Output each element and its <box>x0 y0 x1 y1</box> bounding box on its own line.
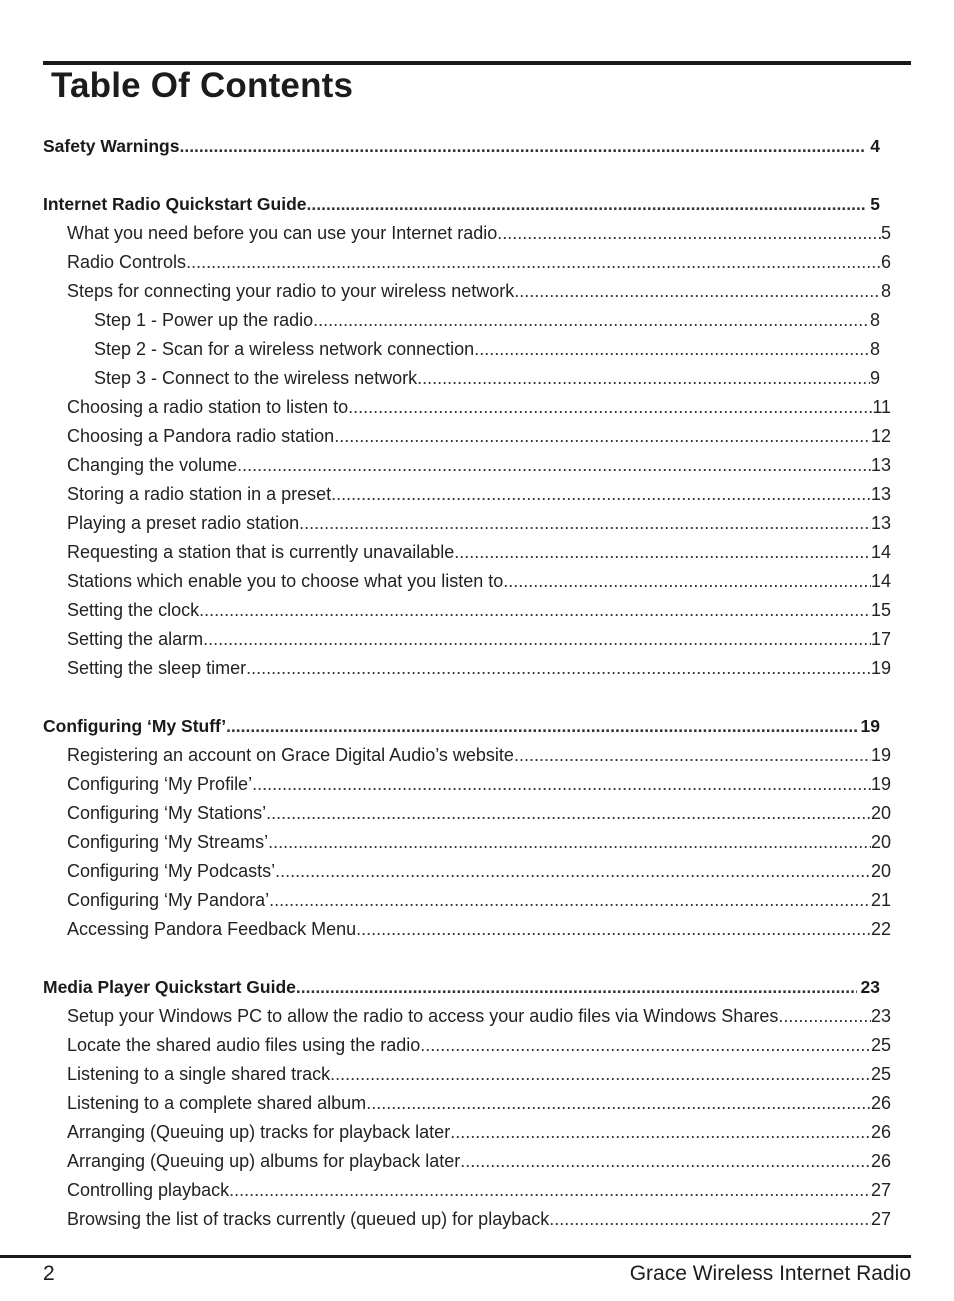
toc-page-number: 20 <box>870 803 891 823</box>
dot-leader <box>454 540 871 564</box>
toc-entry[interactable] <box>67 569 891 593</box>
toc-page-number: 22 <box>870 919 891 939</box>
toc-entry-label: Setup your Windows PC to allow the radio to access your audio files via Windows Shares <box>67 1006 779 1026</box>
toc-page-number: 19 <box>870 658 891 678</box>
dot-leader <box>296 975 857 999</box>
toc-entry-label: Browsing the list of tracks currently (queued up) for playback <box>67 1209 550 1229</box>
toc-entry-label: Stations which enable you to choose what you listen to <box>67 571 504 591</box>
toc-page-number: 13 <box>870 484 891 504</box>
toc-entry-label: Configuring ‘My Pandora’ <box>67 890 270 910</box>
toc-entry-label: Setting the clock <box>67 600 200 620</box>
toc-page-number: 19 <box>870 774 891 794</box>
toc-entry[interactable] <box>67 1033 891 1057</box>
toc-entry[interactable] <box>67 743 891 767</box>
dot-leader <box>275 859 871 883</box>
toc-page-number: 23 <box>860 977 880 997</box>
toc-page-number: 13 <box>870 513 891 533</box>
toc-entry-label: Steps for connecting your radio to your wireless network <box>67 281 515 301</box>
toc-entry[interactable] <box>67 395 891 419</box>
toc-entry-label: Configuring ‘My Profile’ <box>67 774 253 794</box>
toc-entry[interactable] <box>67 453 891 477</box>
toc-entry[interactable] <box>67 250 891 274</box>
dot-leader <box>266 801 871 825</box>
toc-entry-label: Configuring ‘My Stuff’ <box>43 716 227 736</box>
toc-entry-label: Registering an account on Grace Digital Audio’s website <box>67 745 514 765</box>
dot-leader <box>203 627 871 651</box>
toc-entry-label: Locate the shared audio files using the radio <box>67 1035 421 1055</box>
toc-entry-label: Step 1 - Power up the radio <box>94 310 314 330</box>
toc-page-number: 19 <box>860 716 880 736</box>
toc-entry-label: Setting the alarm <box>67 629 204 649</box>
toc-entry-label: Listening to a complete shared album <box>67 1093 367 1113</box>
dot-leader <box>497 221 881 245</box>
dot-leader <box>268 830 871 854</box>
toc-page-number: 4 <box>870 136 880 156</box>
toc-entry-label: Configuring ‘My Stations’ <box>67 803 267 823</box>
dot-leader <box>229 1178 871 1202</box>
dot-leader <box>252 772 871 796</box>
footer-title: Grace Wireless Internet Radio <box>629 1262 911 1285</box>
toc-entry-label: Listening to a single shared track <box>67 1064 331 1084</box>
dot-leader <box>450 1120 871 1144</box>
toc-page-number: 15 <box>870 600 891 620</box>
dot-leader <box>199 598 871 622</box>
toc-entry[interactable] <box>67 424 891 448</box>
toc-entry-label: Configuring ‘My Podcasts’ <box>67 861 276 881</box>
toc-page-number: 8 <box>869 310 880 330</box>
toc-page-number: 21 <box>870 890 891 910</box>
toc-entry[interactable] <box>67 917 891 941</box>
dot-leader <box>514 743 871 767</box>
toc-entry[interactable] <box>67 279 891 303</box>
toc-entry-label: Changing the volume <box>67 455 238 475</box>
toc-entry-label: Radio Controls <box>67 252 187 272</box>
toc-entry[interactable] <box>67 221 891 245</box>
bottom-rule <box>0 1255 911 1258</box>
dot-leader <box>503 569 871 593</box>
toc-entry-label: Safety Warnings <box>43 136 180 156</box>
toc-entry-label: Setting the sleep timer <box>67 658 247 678</box>
toc-entry-label: Arranging (Queuing up) tracks for playback later <box>67 1122 451 1142</box>
toc-page-number: 5 <box>870 194 880 214</box>
toc-entry[interactable] <box>94 366 880 390</box>
toc-entry[interactable] <box>94 337 880 361</box>
toc-page-number: 27 <box>870 1209 891 1229</box>
toc-entry[interactable] <box>67 627 891 651</box>
dot-leader <box>420 1033 871 1057</box>
toc-entry[interactable] <box>67 1120 891 1144</box>
dot-leader <box>246 656 871 680</box>
toc-section-heading[interactable] <box>43 134 880 158</box>
dot-leader <box>460 1149 871 1173</box>
toc-entry[interactable] <box>94 308 880 332</box>
dot-leader <box>330 1062 871 1086</box>
toc-entry[interactable] <box>67 830 891 854</box>
dot-leader <box>778 1004 871 1028</box>
toc-entry[interactable] <box>67 1004 891 1028</box>
toc-entry-label: Media Player Quickstart Guide <box>43 977 296 997</box>
toc-entry[interactable] <box>67 1091 891 1115</box>
dot-leader <box>417 366 870 390</box>
dot-leader <box>334 424 871 448</box>
toc-entry[interactable] <box>67 859 891 883</box>
toc-entry-label: Step 2 - Scan for a wireless network connection <box>94 339 475 359</box>
dot-leader <box>549 1207 871 1231</box>
toc-entry[interactable] <box>67 656 891 680</box>
dot-leader <box>514 279 881 303</box>
toc-section-heading[interactable] <box>43 975 880 999</box>
toc-entry[interactable] <box>67 888 891 912</box>
toc-entry[interactable] <box>67 772 891 796</box>
toc-entry[interactable] <box>67 540 891 564</box>
toc-page-number: 23 <box>870 1006 891 1026</box>
toc-entry[interactable] <box>67 511 891 535</box>
toc-page-number: 14 <box>870 571 891 591</box>
toc-page-number: 5 <box>880 223 891 243</box>
dot-leader <box>186 250 881 274</box>
dot-leader <box>307 192 867 216</box>
toc-entry-label: Arranging (Queuing up) albums for playback later <box>67 1151 461 1171</box>
toc-entry-label: Accessing Pandora Feedback Menu <box>67 919 357 939</box>
toc-entry-label: Playing a preset radio station <box>67 513 300 533</box>
toc-section-heading[interactable] <box>43 192 880 216</box>
toc-page-number: 20 <box>870 832 891 852</box>
toc-page-number: 14 <box>870 542 891 562</box>
toc-page-number: 26 <box>870 1151 891 1171</box>
dot-leader <box>474 337 870 361</box>
toc-page-number: 13 <box>870 455 891 475</box>
toc-entry-label: Step 3 - Connect to the wireless network <box>94 368 418 388</box>
toc-entry-label: Configuring ‘My Streams’ <box>67 832 269 852</box>
toc-entry[interactable] <box>67 1207 891 1231</box>
toc-entry-label: Requesting a station that is currently unavailable <box>67 542 455 562</box>
toc-section-heading[interactable] <box>43 714 880 738</box>
toc-page-number: 8 <box>869 339 880 359</box>
toc-entry-label: What you need before you can use your Internet radio <box>67 223 498 243</box>
toc-page-number: 17 <box>870 629 891 649</box>
dot-leader <box>179 134 866 158</box>
toc-entry-label: Choosing a radio station to listen to <box>67 397 349 417</box>
dot-leader <box>356 917 871 941</box>
toc-entry-label: Choosing a Pandora radio station <box>67 426 335 446</box>
toc-page-number: 27 <box>870 1180 891 1200</box>
toc-page-number: 9 <box>869 368 880 388</box>
toc-entry[interactable] <box>67 482 891 506</box>
dot-leader <box>348 395 872 419</box>
dot-leader <box>299 511 871 535</box>
dot-leader <box>366 1091 871 1115</box>
toc-entry[interactable] <box>67 1178 891 1202</box>
toc-entry-label: Controlling playback <box>67 1180 230 1200</box>
toc-page-number: 6 <box>880 252 891 272</box>
page-title: Table Of Contents <box>51 66 354 105</box>
toc-entry[interactable] <box>67 1062 891 1086</box>
toc-page-number: 25 <box>870 1035 891 1055</box>
toc-page-number: 20 <box>870 861 891 881</box>
dot-leader <box>313 308 870 332</box>
dot-leader <box>237 453 871 477</box>
toc-page-number: 11 <box>872 397 891 417</box>
toc-page-number: 26 <box>870 1093 891 1113</box>
toc-page-number: 8 <box>880 281 891 301</box>
toc-entry[interactable] <box>67 598 891 622</box>
toc-entry-label: Internet Radio Quickstart Guide <box>43 194 307 214</box>
dot-leader <box>269 888 871 912</box>
toc-entry[interactable] <box>67 1149 891 1173</box>
dot-leader <box>331 482 871 506</box>
toc-entry[interactable] <box>67 801 891 825</box>
toc-entry-label: Storing a radio station in a preset <box>67 484 332 504</box>
toc-page-number: 26 <box>870 1122 891 1142</box>
dot-leader <box>226 714 856 738</box>
footer-page-number: 2 <box>43 1262 55 1285</box>
toc-page-number: 25 <box>870 1064 891 1084</box>
toc-page-number: 19 <box>870 745 891 765</box>
toc-page-number: 12 <box>870 426 891 446</box>
